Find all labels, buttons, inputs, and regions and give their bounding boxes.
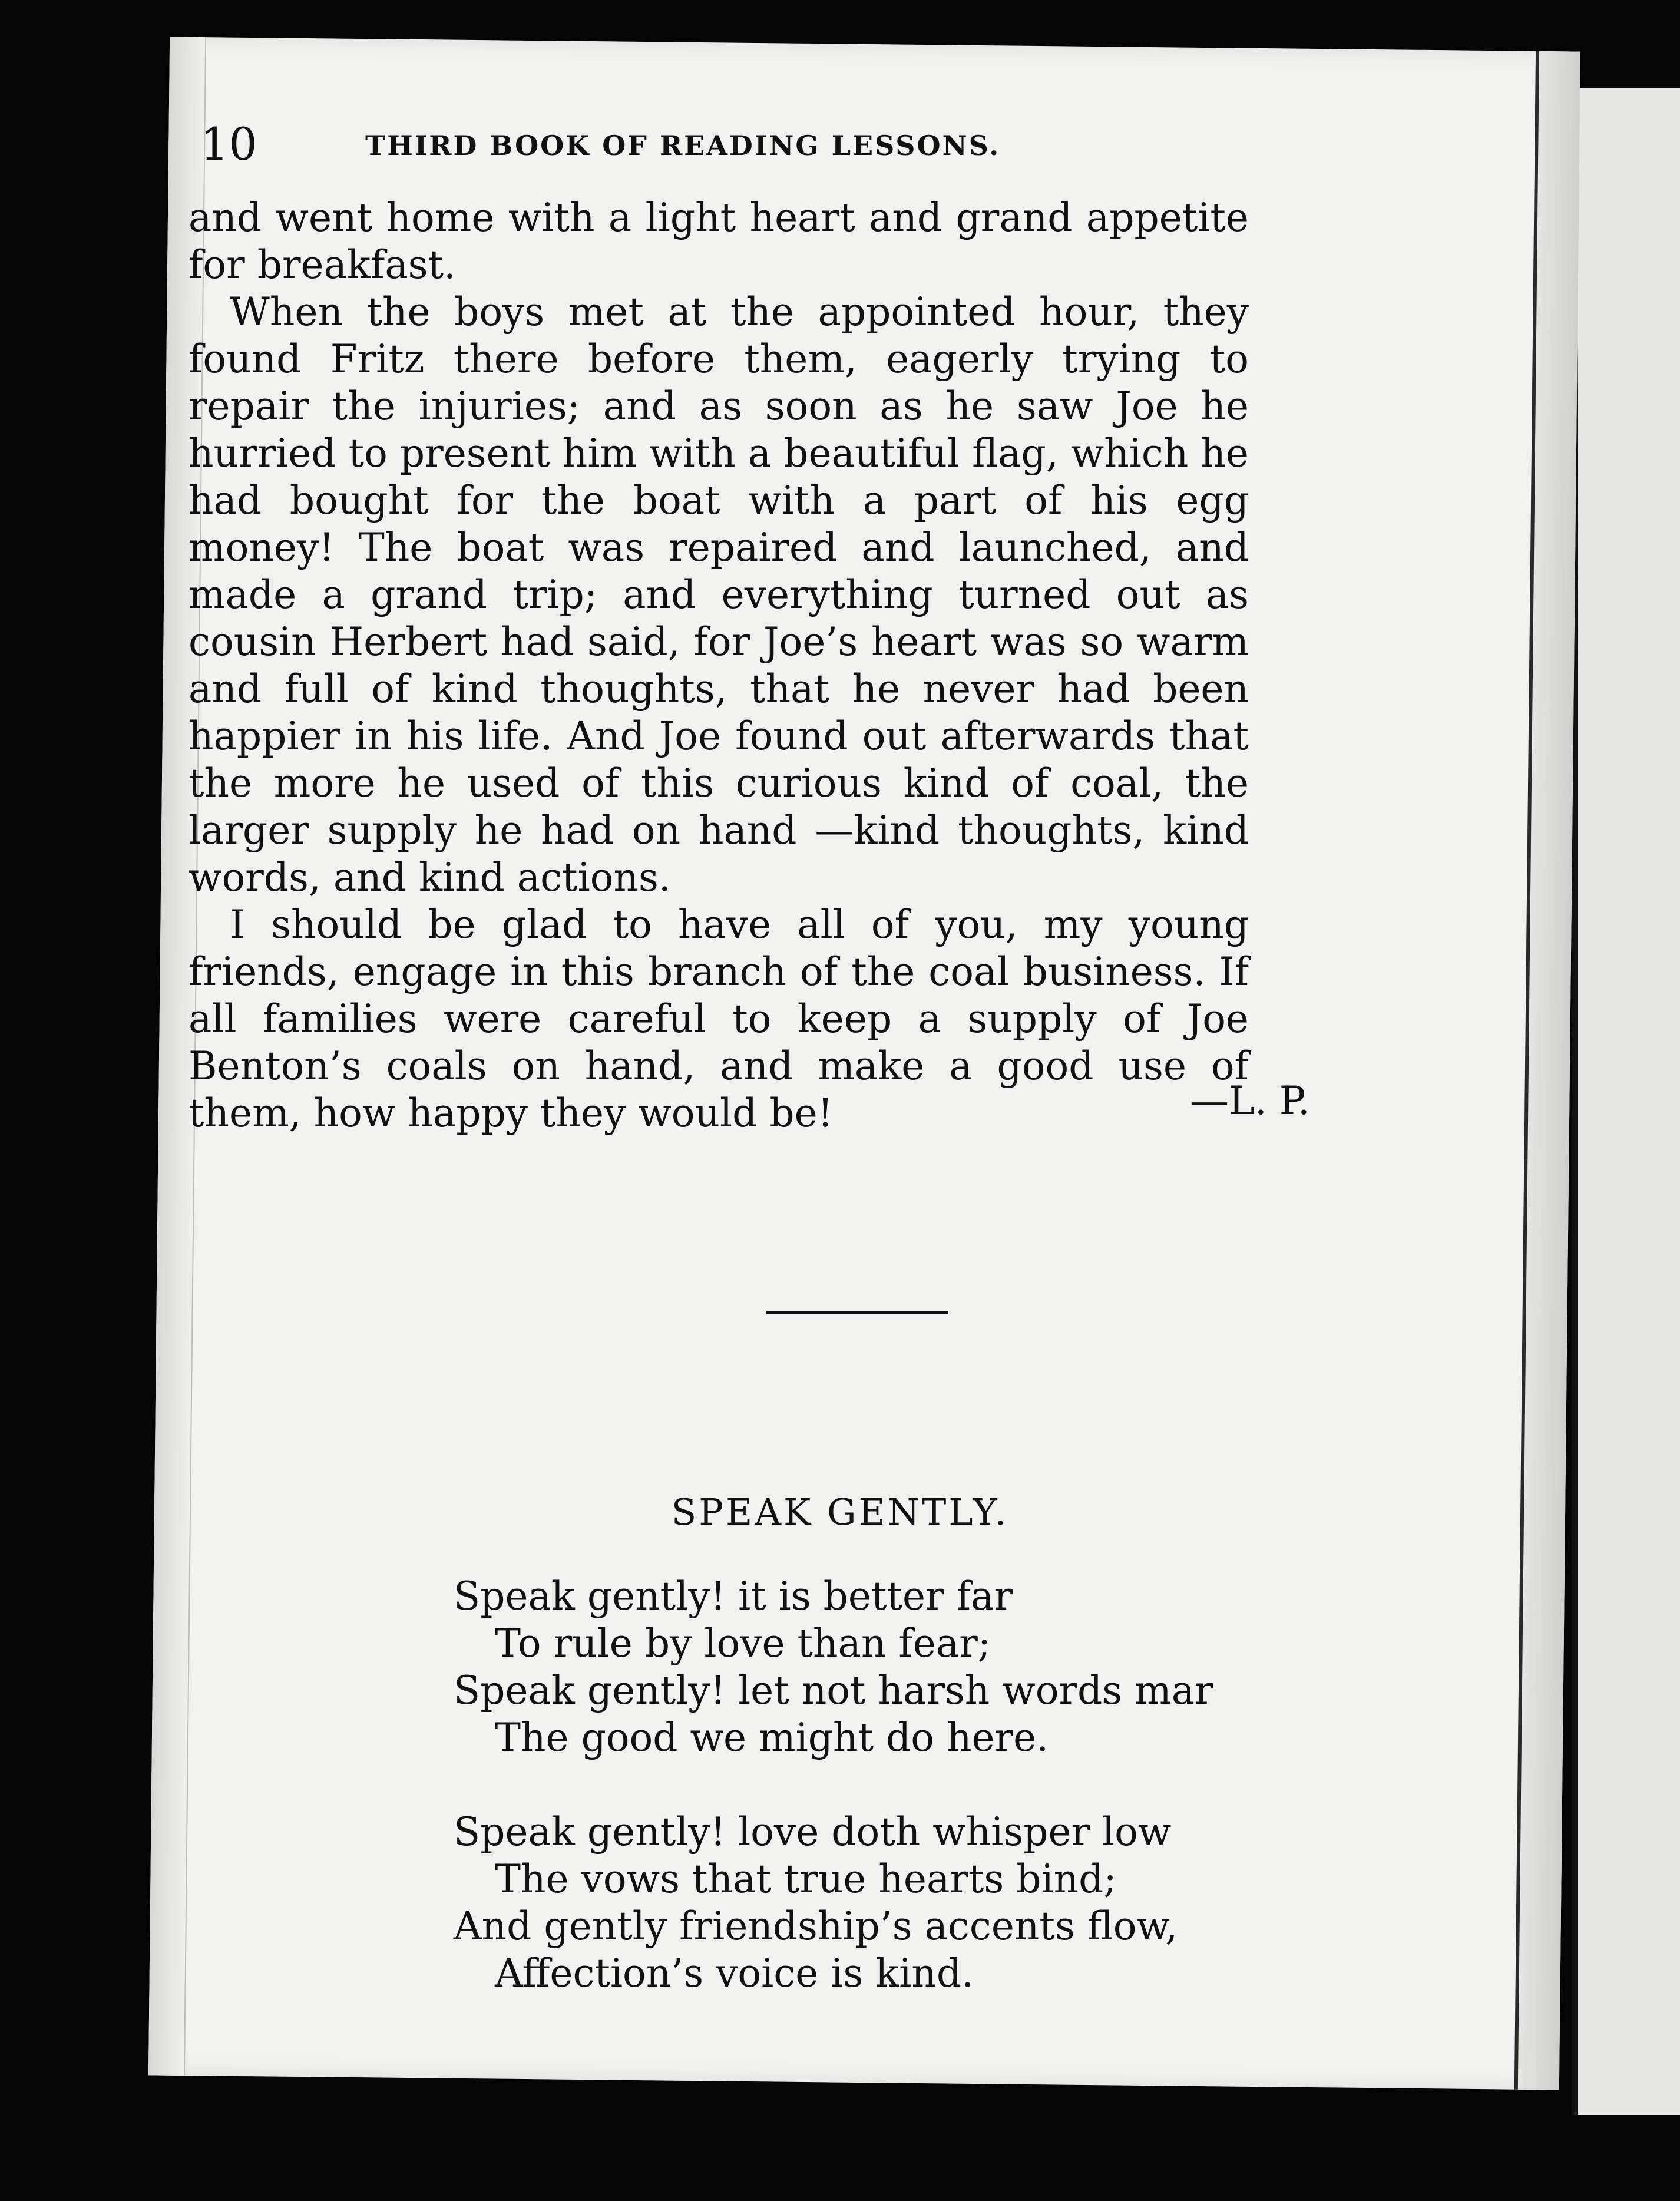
running-head: THIRD BOOK OF READING LESSONS.: [365, 130, 1001, 161]
paragraph: When the boys met at the appointed hour, they found Fritz there before them, eagerly trying to repair the injuries; and as soon as he saw Joe he hurried to present him with a beautiful flag, which he had bought for the boat with a part of his egg money! The boat was repaired and launched, and made a grand trip; and everything turned out as cousin Herbert had said, for Joe’s heart was so warm and full of kind thoughts, that he never had been happier in his life. And Joe found out afterwards that the more he used of this curious kind of coal, the larger supply he had on hand —kind thoughts, kind words, and kind actions.: [188, 289, 1249, 900]
story-text: [188, 194, 1249, 1137]
poem-line: Speak gently! it is better far: [454, 1574, 1013, 1619]
stanza: [454, 1809, 1213, 1997]
author-signature: —L. P.: [1190, 1078, 1310, 1123]
poem-line: Speak gently! let not harsh words mar: [454, 1668, 1213, 1713]
poem-line: Speak gently! love doth whisper low: [454, 1809, 1172, 1855]
poem-title: SPEAK GENTLY.: [671, 1491, 1009, 1534]
poem-line: To rule by love than fear;: [495, 1621, 991, 1666]
page-number: 10: [200, 118, 257, 170]
poem-line: The vows that true hearts bind;: [495, 1856, 1117, 1902]
stanza: [454, 1573, 1213, 1762]
poem: [454, 1573, 1213, 2044]
poem-line: The good we might do here.: [495, 1715, 1049, 1760]
poem-line: And gently friendship’s accents flow,: [454, 1903, 1178, 1949]
poem-line: Affection’s voice is kind.: [495, 1951, 974, 1996]
page-header: [200, 118, 1237, 189]
section-divider: [766, 1311, 948, 1314]
adjacent-page-edge: [1572, 88, 1680, 2115]
paragraph: I should be glad to have all of you, my young friends, engage in this branch of the coal business. If all families were careful to keep a supply of Joe Benton’s coals on hand, and make a good use of them, how happy they would be!: [188, 902, 1249, 1136]
paragraph: and went home with a light heart and grand appetite for breakfast.: [188, 195, 1249, 287]
